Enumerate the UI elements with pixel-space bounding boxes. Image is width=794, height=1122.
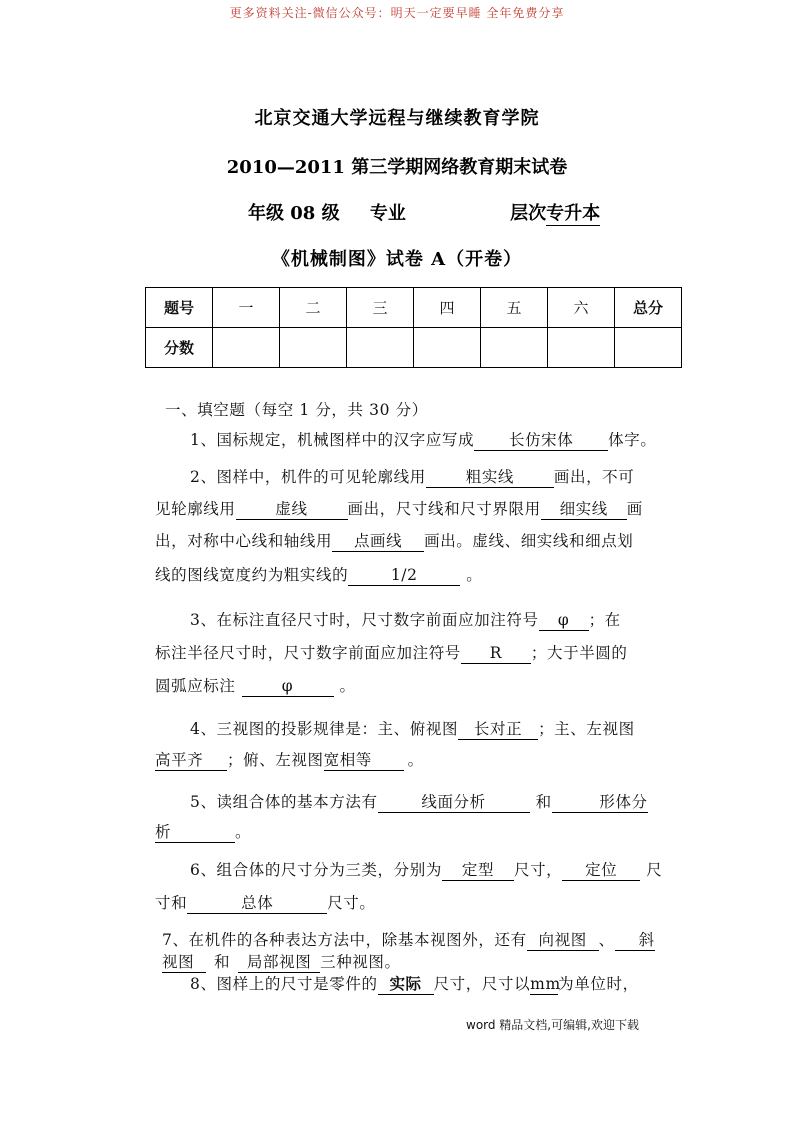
question-3-line-1 <box>190 608 621 631</box>
q8-text: 8、图样上的尺寸是零件的 <box>190 975 378 993</box>
question-6-line-1 <box>190 858 662 881</box>
q6-text: 尺寸， <box>513 861 563 879</box>
question-4-line-1 <box>190 717 635 740</box>
answer-blank: 长仿宋体 <box>474 431 608 451</box>
answer-blank: 粗实线 <box>426 468 554 488</box>
grade-line <box>248 199 600 225</box>
question-7-line-2 <box>162 950 401 973</box>
score-cell[interactable] <box>280 328 347 368</box>
q3-text: 3、在标注直径尺寸时，尺寸数字前面应加注符号 <box>190 611 539 629</box>
answer-blank: 形体分 <box>552 793 648 813</box>
table-cell-col: 二 <box>280 288 347 328</box>
question-2-line-3 <box>155 529 633 552</box>
answer-blank: 视图 <box>162 953 206 973</box>
answer-blank: 线面分析 <box>378 793 530 813</box>
q3-text: ；在 <box>588 611 621 629</box>
answer-blank: 高平齐 <box>155 751 227 771</box>
answer-blank: 虚线 <box>236 500 348 520</box>
q7-text: 、 <box>598 931 615 949</box>
q7-text: 和 <box>214 953 231 971</box>
q8-text: 尺寸，尺寸以 <box>433 975 531 993</box>
table-cell-col: 一 <box>213 288 280 328</box>
q2-text: 见轮廓线用 <box>155 500 236 518</box>
footer-note: word 精品文档,可编辑,欢迎下载 <box>466 1018 639 1032</box>
q6-text: 寸和 <box>155 894 188 912</box>
answer-blank: 总体 <box>187 894 327 914</box>
q4-text: 4、三视图的投影规律是：主、俯视图 <box>190 720 459 738</box>
score-cell[interactable] <box>414 328 481 368</box>
q2-text: 出，对称中心线和轴线用 <box>155 532 333 550</box>
score-cell[interactable] <box>548 328 615 368</box>
q3-text: 标注半径尺寸时，尺寸数字前面应加注符号 <box>155 644 461 662</box>
answer-blank: 长对正 <box>458 720 538 740</box>
answer-blank: 定位 <box>562 861 640 881</box>
answer-blank: 析 <box>155 823 235 843</box>
q5-text: 。 <box>235 823 252 841</box>
level-field <box>510 199 600 225</box>
q4-text: ；主、左视图 <box>538 720 635 738</box>
q6-text: 尺寸。 <box>327 894 376 912</box>
answer-blank: 实际 <box>378 975 434 995</box>
q2-text: 画 <box>626 500 643 518</box>
q7-text: 7、在机件的各种表达方法中，除基本视图外，还有 <box>162 931 527 949</box>
answer-blank: 宽相等 <box>324 751 404 771</box>
answer-blank: R <box>461 644 531 664</box>
question-5-line-1 <box>190 790 648 813</box>
q6-text: 6、组合体的尺寸分为三类，分别为 <box>190 861 442 879</box>
q5-text: 5、读组合体的基本方法有 <box>190 793 378 811</box>
score-cell[interactable] <box>213 328 280 368</box>
answer-blank: mm <box>530 975 561 993</box>
q2-text: 画出，尺寸线和尺寸界限用 <box>347 500 541 518</box>
score-table <box>145 287 682 368</box>
answer-blank: 点画线 <box>332 532 424 552</box>
table-cell-label: 分数 <box>146 328 213 368</box>
answer-blank: 向视图 <box>527 931 599 951</box>
question-7-line-1 <box>162 928 655 951</box>
top-note: 更多资料关注-微信公众号：明天一定要早睡 全年免费分享 <box>229 6 565 20</box>
section-heading: 一、填空题（每空 1 分，共 30 分） <box>165 401 428 419</box>
question-4-line-2 <box>155 748 424 771</box>
institution-title: 北京交通大学远程与继续教育学院 <box>254 108 540 129</box>
answer-blank: 1/2 <box>348 566 460 586</box>
q7-text: 三种视图。 <box>320 953 401 971</box>
question-3-line-3 <box>155 674 356 697</box>
q8-text: 为单位时， <box>558 975 639 993</box>
q3-text: 圆弧应标注 <box>155 677 236 695</box>
score-cell[interactable] <box>347 328 414 368</box>
q2-text: 线的图线宽度约为粗实线的 <box>155 566 349 584</box>
q2-text: 2、图样中，机件的可见轮廓线用 <box>190 468 426 486</box>
q1-text: 1、国标规定，机械图样中的汉字应写成 <box>190 431 475 449</box>
grade-text: 年级 08 级 <box>248 203 340 224</box>
question-2-line-2 <box>155 497 643 520</box>
major-label: 专业 <box>369 203 406 224</box>
q4-text: ；俯、左视图 <box>227 751 324 769</box>
question-3-line-2 <box>155 641 628 664</box>
q2-text: 画出。虚线、细实线和细点划 <box>424 532 634 550</box>
table-cell-col: 总分 <box>615 288 682 328</box>
q3-text: 。 <box>339 677 356 695</box>
level-value: 专升本 <box>546 203 601 224</box>
answer-blank: 定型 <box>442 861 514 881</box>
answer-blank: φ <box>539 611 589 631</box>
answer-blank: 细实线 <box>541 500 627 520</box>
term-title: 2010—2011 第三学期网络教育期末试卷 <box>226 157 568 178</box>
question-2-line-1 <box>190 465 634 488</box>
level-label: 层次 <box>510 203 547 224</box>
question-8-line-1 <box>190 972 639 995</box>
score-table-row-header <box>146 288 682 328</box>
table-cell-col: 四 <box>414 288 481 328</box>
q1-text-end: 体字。 <box>608 431 657 449</box>
question-1 <box>190 428 656 451</box>
q2-text: 画出，不可 <box>553 468 635 486</box>
q5-text: 和 <box>535 793 552 811</box>
question-6-line-2 <box>155 891 376 914</box>
score-cell[interactable] <box>615 328 682 368</box>
exam-title: 《机械制图》试卷 A（开卷） <box>271 249 523 270</box>
q3-text: ；大于半圆的 <box>530 644 628 662</box>
score-cell[interactable] <box>481 328 548 368</box>
q6-text: 尺 <box>646 861 663 879</box>
table-cell-col: 六 <box>548 288 615 328</box>
answer-blank: 局部视图 <box>238 953 320 973</box>
answer-blank: 斜 <box>615 931 655 951</box>
table-cell-label: 题号 <box>146 288 213 328</box>
q4-text: 。 <box>407 751 424 769</box>
q2-text: 。 <box>466 566 483 584</box>
question-5-line-2 <box>155 820 251 843</box>
question-2-line-4 <box>155 563 482 586</box>
answer-blank: φ <box>242 677 334 697</box>
table-cell-col: 五 <box>481 288 548 328</box>
table-cell-col: 三 <box>347 288 414 328</box>
score-table-row-scores <box>146 328 682 368</box>
